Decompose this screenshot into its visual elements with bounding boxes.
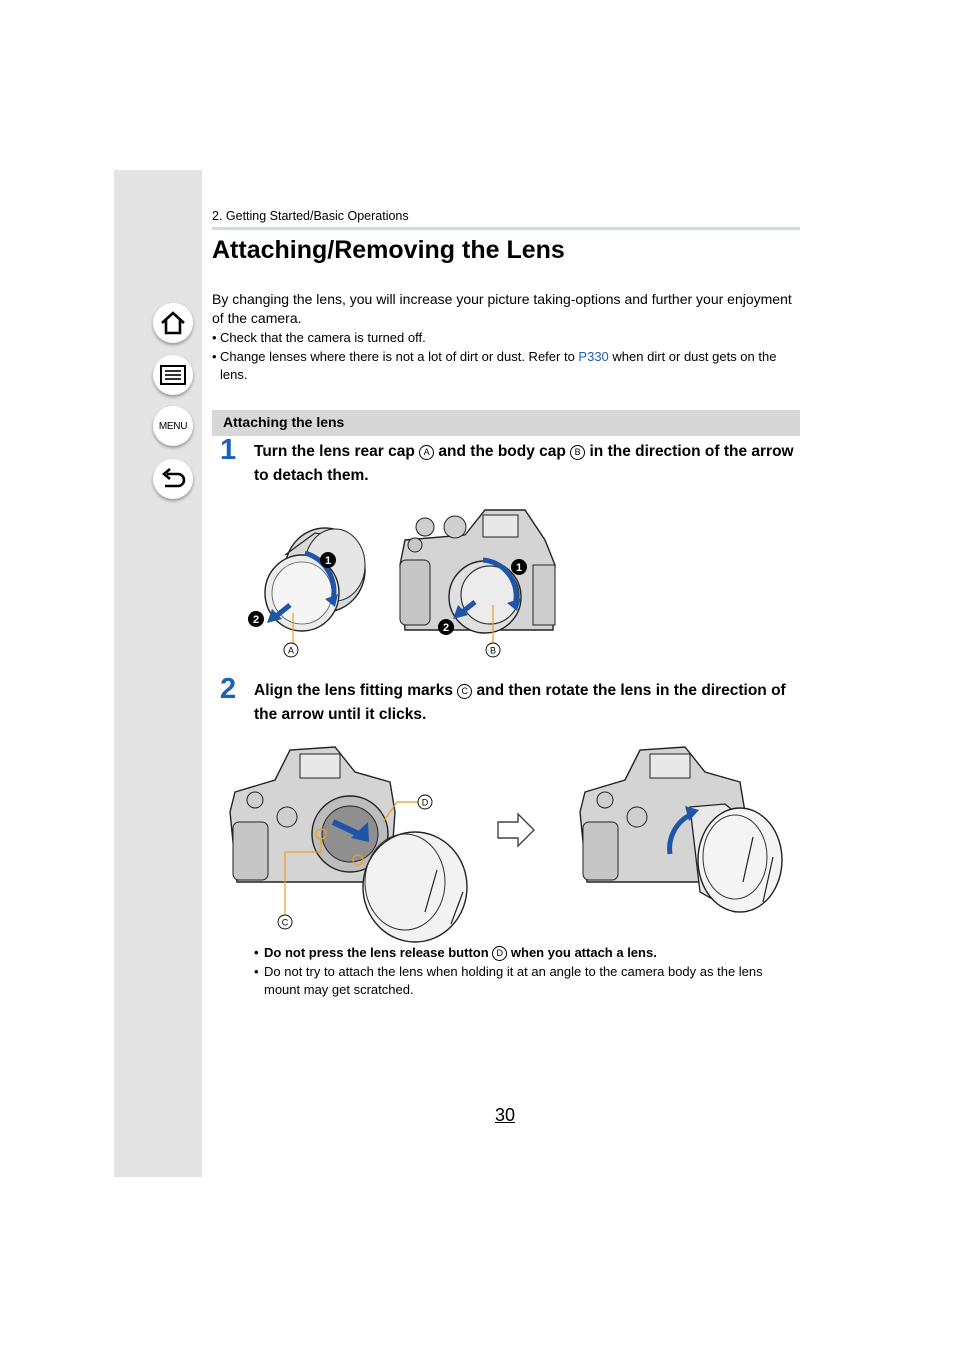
badge-one-label: 1: [515, 562, 523, 574]
menu-button[interactable]: [153, 406, 193, 446]
note-item: • Do not try to attach the lens when holding it at an angle to the camera body as the lens mount may get scratched.: [254, 963, 800, 1000]
page-link-p330[interactable]: P330: [578, 348, 609, 364]
list-icon: [159, 363, 187, 387]
attachment-notes: [254, 944, 800, 1000]
menu-icon: MENU: [158, 420, 188, 432]
marker-c: C: [457, 684, 472, 699]
label-c: C: [281, 917, 289, 928]
home-button[interactable]: [153, 303, 193, 343]
step-2-text: Align the lens fitting marks C and then rotate the lens in the direction of the arrow until it clicks.: [254, 682, 786, 723]
badge-one-label: 1: [324, 555, 332, 567]
back-button[interactable]: [153, 459, 193, 499]
marker-a: A: [419, 445, 434, 460]
page-number[interactable]: 30: [495, 1105, 516, 1125]
lens-attached-illustration: [575, 742, 790, 922]
note-item: • Do not press the lens release button D when you attach a lens.: [254, 944, 800, 963]
precaution-list: [212, 329, 800, 385]
header-rule: [212, 227, 800, 230]
badge-two-label: 2: [442, 622, 450, 634]
step-number: 2: [220, 673, 237, 705]
marker-d: D: [492, 946, 507, 961]
camera-body-cap-illustration: [395, 505, 565, 660]
page-title: Attaching/Removing the Lens: [212, 236, 565, 264]
badge-two-label: 2: [252, 614, 260, 626]
label-b: B: [489, 645, 497, 656]
step-1-text: Turn the lens rear cap A and the body cap B in the direction of the arrow to detach them.: [254, 443, 794, 484]
lens-rear-cap-illustration: [245, 505, 375, 660]
label-d: D: [421, 797, 429, 808]
back-icon: [159, 466, 187, 492]
breadcrumb: 2. Getting Started/Basic Operations: [212, 209, 409, 223]
precaution-item: • Check that the camera is turned off.: [212, 329, 800, 348]
section-header: Attaching the lens: [212, 410, 800, 436]
precaution-item: • Change lenses where there is not a lot of dirt or dust. Refer to P330 when dirt or dust gets on the lens.: [212, 348, 800, 385]
step-number: 1: [220, 434, 237, 466]
lens-alignment-illustration: [225, 742, 485, 944]
marker-b: B: [570, 445, 585, 460]
contents-button[interactable]: [153, 355, 193, 395]
intro-paragraph: By changing the lens, you will increase your picture taking-options and further your enjoyment of the camera.: [212, 291, 792, 326]
label-a: A: [287, 645, 295, 656]
next-arrow-icon: [496, 812, 536, 848]
home-icon: [159, 310, 187, 336]
